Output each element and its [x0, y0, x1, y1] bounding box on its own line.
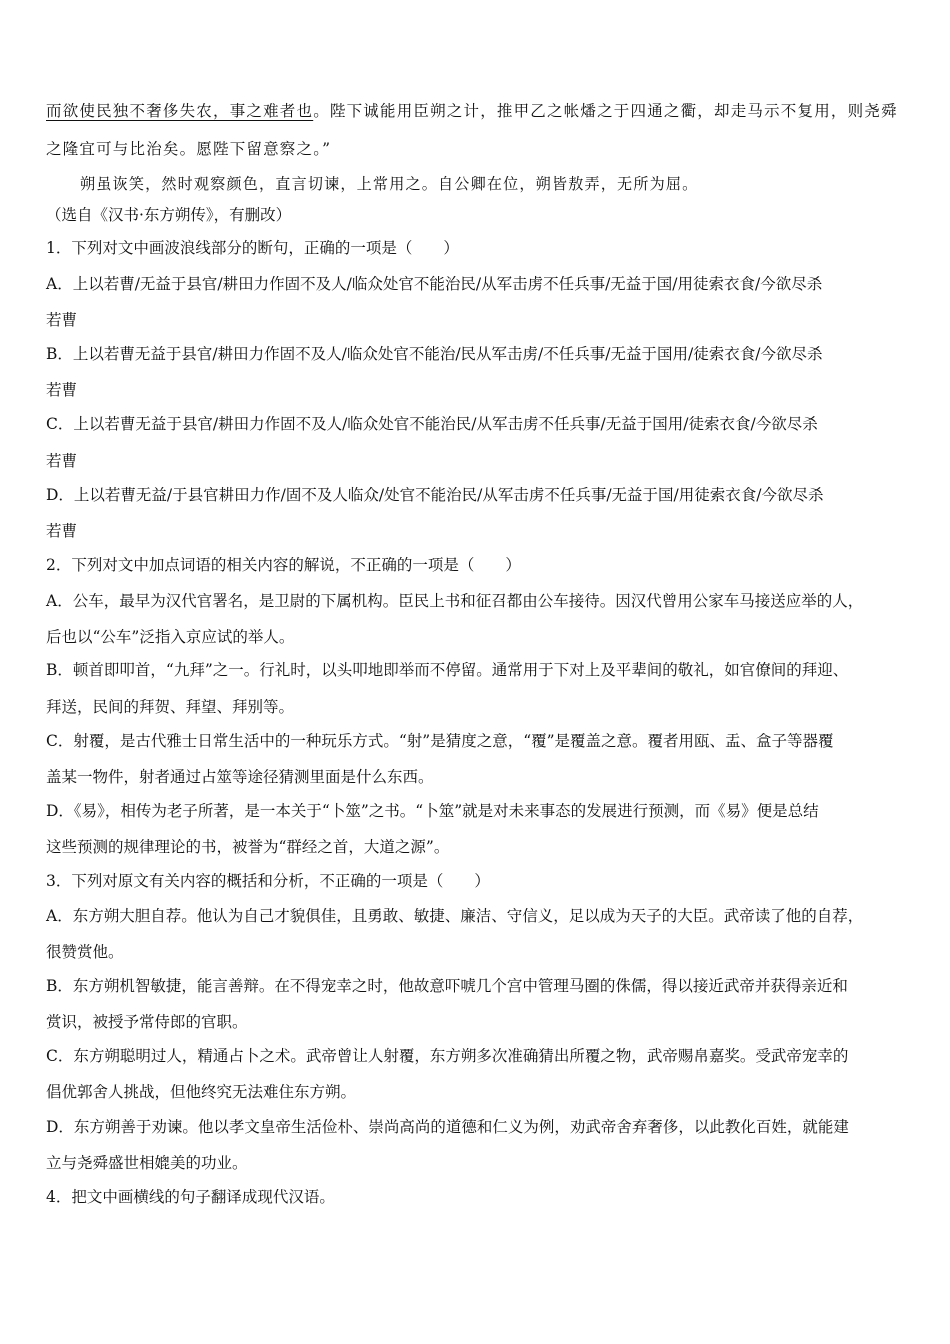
- question-2-option-b-cont: 拜送，民间的拜贺、拜望、拜别等。: [46, 698, 295, 716]
- question-1-option-a-cont: 若曹: [46, 311, 78, 329]
- question-1-option-b-cont: 若曹: [46, 381, 78, 399]
- question-1-stem: 1．下列对文中画波浪线部分的断句，正确的一项是（ ）: [46, 239, 459, 257]
- question-3-option-b-cont: 赏识，被授予常侍郎的官职。: [46, 1013, 248, 1031]
- question-1-option-a: A．上以若曹/无益于县官/耕田力作固不及人/临众处官不能治民/从军击虏不任兵事/无益于国/用徒索衣食/今欲尽杀: [46, 275, 823, 293]
- underlined-sentence: 而欲使民独不奢侈失农，事之难者也: [46, 102, 314, 120]
- question-3-stem: 3．下列对原文有关内容的概括和分析，不正确的一项是（ ）: [46, 872, 490, 890]
- question-3-option-a: A．东方朔大胆自荐。他认为自己才貌俱佳，且勇敢、敏捷、廉洁、守信义，足以成为天子的大臣。武帝读了他的自荐，: [46, 907, 864, 925]
- question-2-option-d-cont: 这些预测的规律理论的书，被誉为“群经之首，大道之源”。: [46, 838, 450, 856]
- question-1-option-c-cont: 若曹: [46, 452, 78, 470]
- question-2-option-c-cont: 盖某一物件，射者通过占筮等途径猜测里面是什么东西。: [46, 768, 434, 786]
- question-2-stem: 2．下列对文中加点词语的相关内容的解说，不正确的一项是（ ）: [46, 556, 521, 574]
- question-1-option-d: D．上以若曹无益/于县官耕田力作/固不及人临众/处官不能治民/从军击虏不任兵事/无益于国/用徒索衣食/今欲尽杀: [46, 486, 824, 504]
- passage-paragraph: 朔虽诙笑，然时观察颜色，直言切谏，上常用之。自公卿在位，朔皆敖弄，无所为屈。: [80, 175, 699, 193]
- question-1-option-b: B．上以若曹无益于县官/耕田力作固不及人/临众处官不能治/民从军击虏/不任兵事/无益于国用/徒索衣食/今欲尽杀: [46, 345, 823, 363]
- question-1-option-c: C．上以若曹无益于县官/耕田力作固不及人/临众处官不能治民/从军击虏不任兵事/无益于国用/徒索衣食/今欲尽杀: [46, 415, 818, 433]
- passage-line-1: [46, 100, 908, 122]
- question-2-option-d: D．《易》，相传为老子所著，是一本关于“卜筮”之书。“卜筮”就是对未来事态的发展进行预测，而《易》便是总结: [46, 802, 819, 820]
- question-2-option-a-cont: 后也以“公车”泛指入京应试的举人。: [46, 628, 295, 646]
- question-3-option-d: D．东方朔善于劝谏。他以孝文皇帝生活俭朴、崇尚高尚的道德和仁义为例，劝武帝舍弃奢侈，以此教化百姓，就能建: [46, 1118, 849, 1136]
- question-2-option-b: B．顿首即叩首，“九拜”之一。行礼时，以头叩地即举而不停留。通常用于下对上及平辈间的敬礼，如官僚间的拜迎、: [46, 661, 849, 679]
- passage-source: （选自《汉书·东方朔传》，有删改）: [46, 206, 292, 224]
- question-1-option-d-cont: 若曹: [46, 522, 78, 540]
- question-4-stem: 4．把文中画横线的句子翻译成现代汉语。: [46, 1188, 335, 1206]
- question-2-option-a: A．公车，最早为汉代官署名，是卫尉的下属机构。臣民上书和征召都由公车接待。因汉代曾用公家车马接送应举的人，: [46, 592, 864, 610]
- question-3-option-b: B．东方朔机智敏捷，能言善辩。在不得宠幸之时，他故意吓唬几个宫中管理马圈的侏儒，得以接近武帝并获得亲近和: [46, 977, 848, 995]
- passage-line-2: 之隆宜可与比治矣。愿陛下留意察之。”: [46, 140, 332, 158]
- question-3-option-c: C．东方朔聪明过人，精通占卜之术。武帝曾让人射覆，东方朔多次准确猜出所覆之物，武帝赐帛嘉奖。受武帝宠幸的: [46, 1047, 849, 1065]
- question-2-option-c: C．射覆，是古代雅士日常生活中的一种玩乐方式。“射”是猜度之意，“覆”是覆盖之意。覆者用瓯、盂、盒子等器覆: [46, 732, 834, 750]
- passage-line-1-rest: 。陛下诚能用臣朔之计，推甲乙之帐燔之于四通之衢，却走马示不复用，则尧舜: [313, 102, 898, 120]
- question-3-option-c-cont: 倡优郭舍人挑战，但他终究无法难住东方朔。: [46, 1083, 357, 1101]
- question-3-option-a-cont: 很赞赏他。: [46, 943, 124, 961]
- question-3-option-d-cont: 立与尧舜盛世相媲美的功业。: [46, 1154, 248, 1172]
